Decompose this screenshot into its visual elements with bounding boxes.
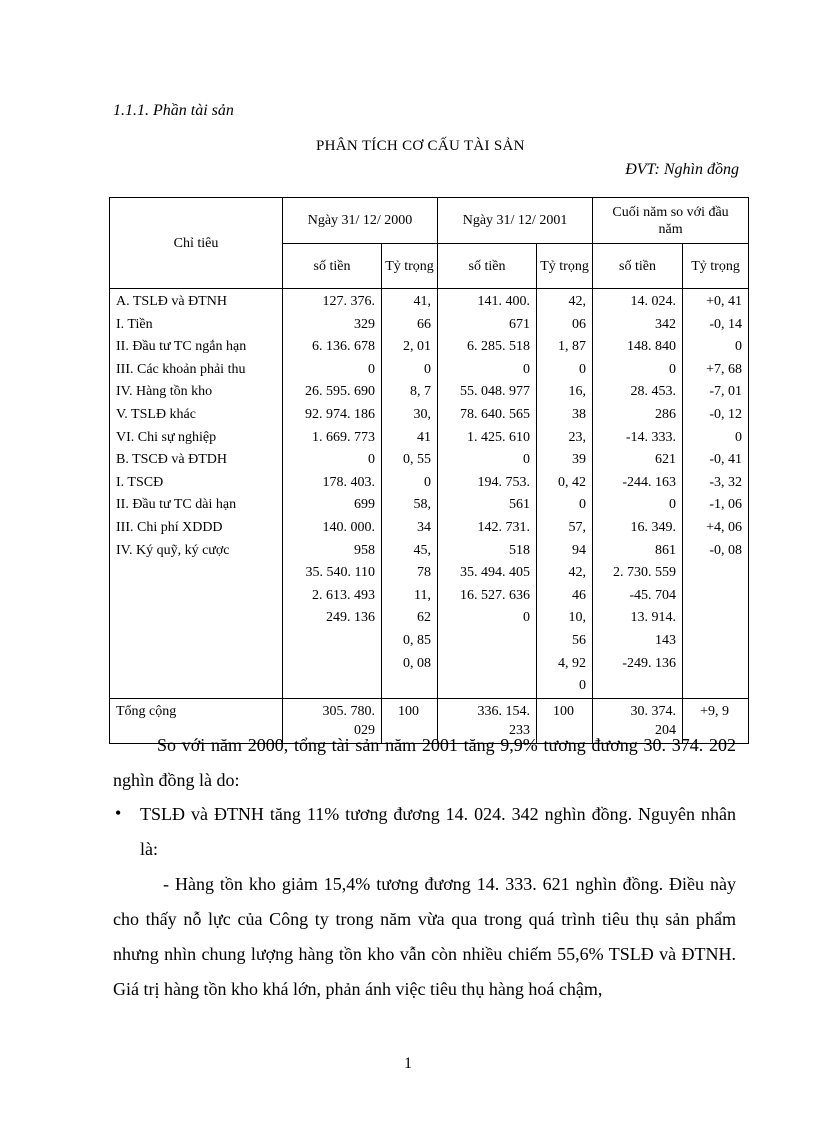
- amount-2000-line: 140. 000.: [322, 519, 375, 535]
- bullet-dot: •: [115, 803, 122, 823]
- ratio-2000-line: 0, 55: [403, 452, 432, 468]
- ratio-2000-line: 30,: [413, 406, 432, 422]
- total-amount-line: 336. 154.: [477, 703, 531, 719]
- paragraph-1: So với năm 2000, tổng tài sản năm 2001 tăng 9,9% tương đương 30. 374. 202 nghìn đồng là do:: [113, 735, 736, 790]
- ratio-diff-line: -3, 32: [709, 474, 743, 490]
- amount-2001-line: 1. 425. 610: [467, 429, 531, 445]
- ratio-2000-line: 66: [417, 316, 432, 332]
- total-ratio-2001: 100: [537, 698, 593, 743]
- amount-2001-line: 141. 400.: [477, 294, 531, 309]
- ratio-2000-line: 41: [417, 429, 432, 445]
- header-2000: Ngày 31/ 12/ 2000: [283, 198, 438, 244]
- amount-2001-line: 0: [523, 610, 531, 626]
- ratio-2000-cell: [382, 289, 438, 699]
- amount-2001-cell: [438, 289, 537, 699]
- subheader-amount-2001: số tiền: [438, 244, 537, 289]
- ratio-2001-line: 4, 92: [558, 655, 587, 671]
- amount-diff-line: -14. 333.: [625, 429, 677, 445]
- row-label: A. TSLĐ và ĐTNH: [116, 294, 227, 309]
- ratio-2001-line: 06: [572, 316, 587, 332]
- ratio-2001-line: 0: [579, 497, 587, 513]
- ratio-2001-line: 42,: [568, 565, 587, 581]
- row-label: VI. Chi sự nghiệp: [116, 429, 217, 445]
- subheader-amount-2000: số tiền: [283, 244, 382, 289]
- ratio-2001-line: 16,: [568, 384, 587, 400]
- ratio-2000-line: 45,: [413, 542, 432, 558]
- ratio-2001-line: 0, 42: [558, 474, 587, 490]
- ratio-diff-line: -0, 12: [709, 406, 743, 422]
- amount-2001-line: 671: [509, 316, 531, 332]
- section-heading: 1.1.1. Phần tài sản: [113, 102, 234, 119]
- subheader-amount-diff: số tiền: [593, 244, 683, 289]
- asset-structure-table: [109, 197, 749, 744]
- ratio-2001-line: 1, 87: [558, 339, 587, 355]
- amount-diff-line: 13. 914.: [630, 610, 677, 626]
- amount-2000-line: 26. 595. 690: [305, 384, 375, 400]
- row-label: II. Đầu tư TC ngắn hạn: [116, 339, 247, 355]
- amount-diff-line: 16. 349.: [630, 519, 677, 535]
- ratio-2000-line: 62: [417, 610, 432, 626]
- amount-diff-line: 861: [655, 542, 677, 558]
- amount-2000-line: 329: [354, 316, 375, 332]
- amount-diff-line: 0: [669, 497, 677, 513]
- ratio-2001-line: 46: [572, 587, 587, 603]
- ratio-2001-line: 57,: [568, 519, 587, 535]
- amount-2000-line: 92. 974. 186: [305, 406, 375, 422]
- row-label: III. Các khoản phải thu: [116, 361, 246, 377]
- ratio-2000-line: 11,: [414, 587, 432, 603]
- amount-2000-line: 0: [368, 452, 375, 468]
- amount-2001-line: 194. 753.: [477, 474, 531, 490]
- header-2001: Ngày 31/ 12/ 2001: [438, 198, 593, 244]
- ratio-diff-line: -0, 14: [709, 316, 743, 332]
- amount-2001-line: 0: [523, 361, 531, 377]
- ratio-diff-line: 0: [735, 429, 743, 445]
- total-amount-line: 30. 374.: [630, 703, 677, 719]
- ratio-2000-line: 2, 01: [403, 339, 432, 355]
- amount-2000-line: 35. 540. 110: [305, 565, 375, 581]
- ratio-2001-line: 39: [572, 452, 587, 468]
- row-label: B. TSCĐ và ĐTDH: [116, 452, 227, 468]
- amount-2000-line: 2. 613. 493: [312, 587, 375, 603]
- ratio-2000-line: 0: [424, 474, 432, 490]
- ratio-2001-cell: [537, 289, 593, 699]
- table-body-row: [110, 289, 749, 699]
- amount-diff-line: -249. 136: [622, 655, 677, 671]
- ratio-2001-line: 38: [572, 406, 587, 422]
- amount-diff-line: 2. 730. 559: [613, 565, 677, 581]
- row-label: IV. Hàng tồn kho: [116, 384, 213, 400]
- ratio-2000-line: 41,: [413, 294, 432, 309]
- ratio-diff-line: +0, 41: [706, 294, 743, 309]
- amount-2001-line: 6. 285. 518: [467, 339, 531, 355]
- amount-2000-line: 249. 136: [326, 610, 375, 626]
- subheader-ratio-2001: Tỷ trọng: [537, 244, 593, 289]
- total-amount-line: 233: [509, 722, 531, 738]
- amount-diff-line: 0: [669, 361, 677, 377]
- amount-2000-line: 699: [354, 497, 375, 513]
- table-title: PHÂN TÍCH CƠ CẤU TÀI SẢN: [316, 138, 525, 154]
- row-label: III. Chi phí XDDD: [116, 519, 223, 535]
- amount-2001-line: 0: [523, 452, 531, 468]
- row-label: I. Tiền: [116, 316, 153, 332]
- amount-diff-line: 14. 024.: [630, 294, 677, 309]
- row-labels-cell: [110, 289, 283, 699]
- ratio-2000-line: 8, 7: [410, 384, 432, 400]
- ratio-diff-line: +4, 06: [706, 519, 743, 535]
- amount-2001-line: 142. 731.: [477, 519, 531, 535]
- ratio-2001-line: 0: [579, 678, 587, 694]
- subheader-ratio-2000: Tỷ trọng: [382, 244, 438, 289]
- page-number: 1: [404, 1055, 412, 1072]
- ratio-2000-line: 0, 85: [403, 632, 432, 648]
- amount-diff-cell: [593, 289, 683, 699]
- ratio-2000-line: 34: [417, 519, 432, 535]
- amount-2001-line: 561: [509, 497, 531, 513]
- ratio-diff-line: -7, 01: [709, 384, 743, 400]
- amount-2001-line: 55. 048. 977: [460, 384, 531, 400]
- amount-diff-line: 143: [655, 632, 677, 648]
- amount-diff-line: -244. 163: [622, 474, 677, 490]
- row-label: IV. Ký quỹ, ký cược: [116, 542, 230, 558]
- ratio-2000-line: 58,: [413, 497, 432, 513]
- amount-2000-line: 958: [354, 542, 375, 558]
- amount-2000-line: 0: [368, 361, 375, 377]
- total-amount-line: 029: [354, 722, 375, 738]
- amount-diff-line: 621: [655, 452, 677, 468]
- ratio-diff-line: 0: [735, 339, 743, 355]
- amount-2000-line: 127. 376.: [322, 294, 375, 309]
- row-label: V. TSLĐ khác: [116, 406, 196, 422]
- ratio-diff-line: -1, 06: [709, 497, 743, 513]
- unit-label: ĐVT: Nghìn đồng: [625, 161, 739, 178]
- ratio-2001-line: 56: [572, 632, 587, 648]
- amount-diff-line: 148. 840: [627, 339, 677, 355]
- ratio-2001-line: 94: [572, 542, 587, 558]
- ratio-diff-line: +7, 68: [706, 361, 743, 377]
- amount-2001-line: 35. 494. 405: [460, 565, 531, 581]
- total-ratio-diff: +9, 9: [683, 698, 749, 743]
- amount-2001-line: 78. 640. 565: [460, 406, 531, 422]
- ratio-2000-line: 0: [424, 361, 432, 377]
- amount-diff-line: 28. 453.: [630, 384, 677, 400]
- ratio-diff-line: -0, 08: [709, 542, 743, 558]
- ratio-2001-line: 23,: [568, 429, 587, 445]
- amount-2000-line: 178. 403.: [322, 474, 375, 490]
- ratio-2001-line: 10,: [568, 610, 587, 626]
- amount-diff-line: -45. 704: [629, 587, 677, 603]
- amount-2000-cell: [283, 289, 382, 699]
- row-label: II. Đầu tư TC dài hạn: [116, 497, 237, 513]
- amount-2001-line: 16. 527. 636: [460, 587, 531, 603]
- ratio-2000-line: 0, 08: [403, 655, 432, 671]
- bullet-1: TSLĐ và ĐTNH tăng 11% tương đương 14. 024. 342 nghìn đồng. Nguyên nhân là:: [140, 804, 736, 859]
- ratio-2001-line: 0: [579, 361, 587, 377]
- ratio-diff-line: -0, 41: [709, 452, 743, 468]
- ratio-2001-line: 42,: [568, 294, 587, 309]
- total-label: Tổng cộng: [110, 698, 283, 743]
- row-label: I. TSCĐ: [116, 474, 164, 490]
- header-compare: Cuối năm so với đầu năm: [593, 198, 749, 244]
- header-indicator: Chỉ tiêu: [110, 198, 283, 289]
- total-amount-line: 204: [655, 722, 677, 738]
- amount-2000-line: 1. 669. 773: [312, 429, 375, 445]
- amount-diff-line: 286: [655, 406, 677, 422]
- subheader-ratio-diff: Tỷ trọng: [683, 244, 749, 289]
- ratio-2000-line: 78: [417, 565, 432, 581]
- amount-diff-line: 342: [655, 316, 677, 332]
- paragraph-2: - Hàng tồn kho giảm 15,4% tương đương 14. 333. 621 nghìn đồng. Điều này cho thấy nỗ lực của Công ty trong năm vừa qua trong quá trình tiêu thụ sản phẩm nhưng nhìn chung lượng hàng tồn kho vẫn còn nhiều chiếm 55,6% TSLĐ và ĐTNH. Giá trị hàng tồn kho khá lớn, phản ánh việc tiêu thụ hàng hoá chậm,: [113, 874, 736, 999]
- total-ratio-2000: 100: [382, 698, 438, 743]
- ratio-diff-cell: [683, 289, 749, 699]
- amount-2001-line: 518: [509, 542, 531, 558]
- total-amount-line: 305. 780.: [322, 703, 375, 719]
- amount-2000-line: 6. 136. 678: [312, 339, 375, 355]
